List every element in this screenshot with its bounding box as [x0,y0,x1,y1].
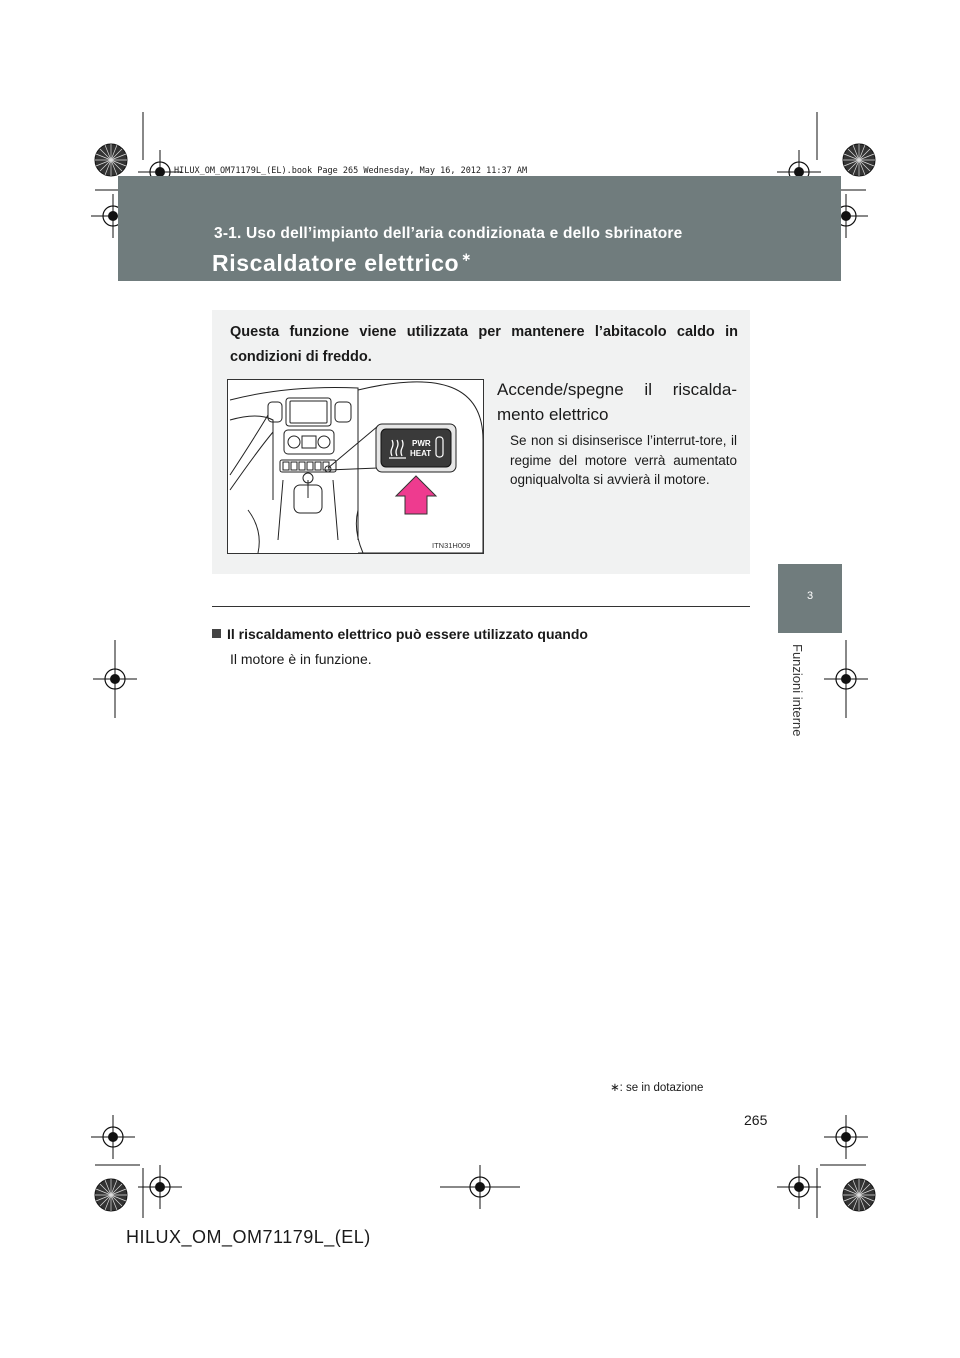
button-label-line2: HEAT [410,449,432,458]
arrow-icon [396,476,436,514]
footnote-text: : se in dotazione [619,1082,704,1094]
caption-main: Accende/spegne il riscalda-mento elettrico [497,380,737,424]
side-tab-label: Funzioni interne [790,644,805,737]
heading-marker: ∗ [461,250,472,264]
page-heading [212,250,472,277]
doc-code: HILUX_OM_OM71179L_(EL) [126,1227,371,1247]
page-number: 265 [744,1112,768,1128]
square-bullet-icon [212,629,221,638]
note-heading-text: Il riscaldamento elettrico può essere utilizzato quando [227,626,588,642]
footnote [610,1080,703,1094]
footnote-marker: ∗ [610,1082,620,1094]
file-info: HILUX_OM_OM71179L_(EL).book Page 265 Wednesday, May 16, 2012 11:37 AM [174,166,528,176]
section-title: 3-1. Uso dell’impianto dell’aria condizionata e dello sbrinatore [214,225,683,242]
note-body: Il motore è in funzione. [230,651,372,667]
side-tab-number: 3 [806,590,814,602]
figure-code: ITN31H009 [432,541,471,550]
divider [212,606,750,607]
intro-text: Questa funzione viene utilizzata per mantenere l’abitacolo caldo in condizioni di freddo. [230,324,738,365]
caption-note: Se non si disinserisce l’interrut-tore, il regime del motore verrà aumentato ogniqualvolta si avvierà il motore. [510,433,737,487]
note-heading [212,626,588,642]
dashboard-illustration [227,379,484,554]
page-heading-text: Riscaldatore elettrico [212,250,460,276]
button-label-line1: PWR [412,439,431,448]
dashboard-drawing [228,380,483,553]
